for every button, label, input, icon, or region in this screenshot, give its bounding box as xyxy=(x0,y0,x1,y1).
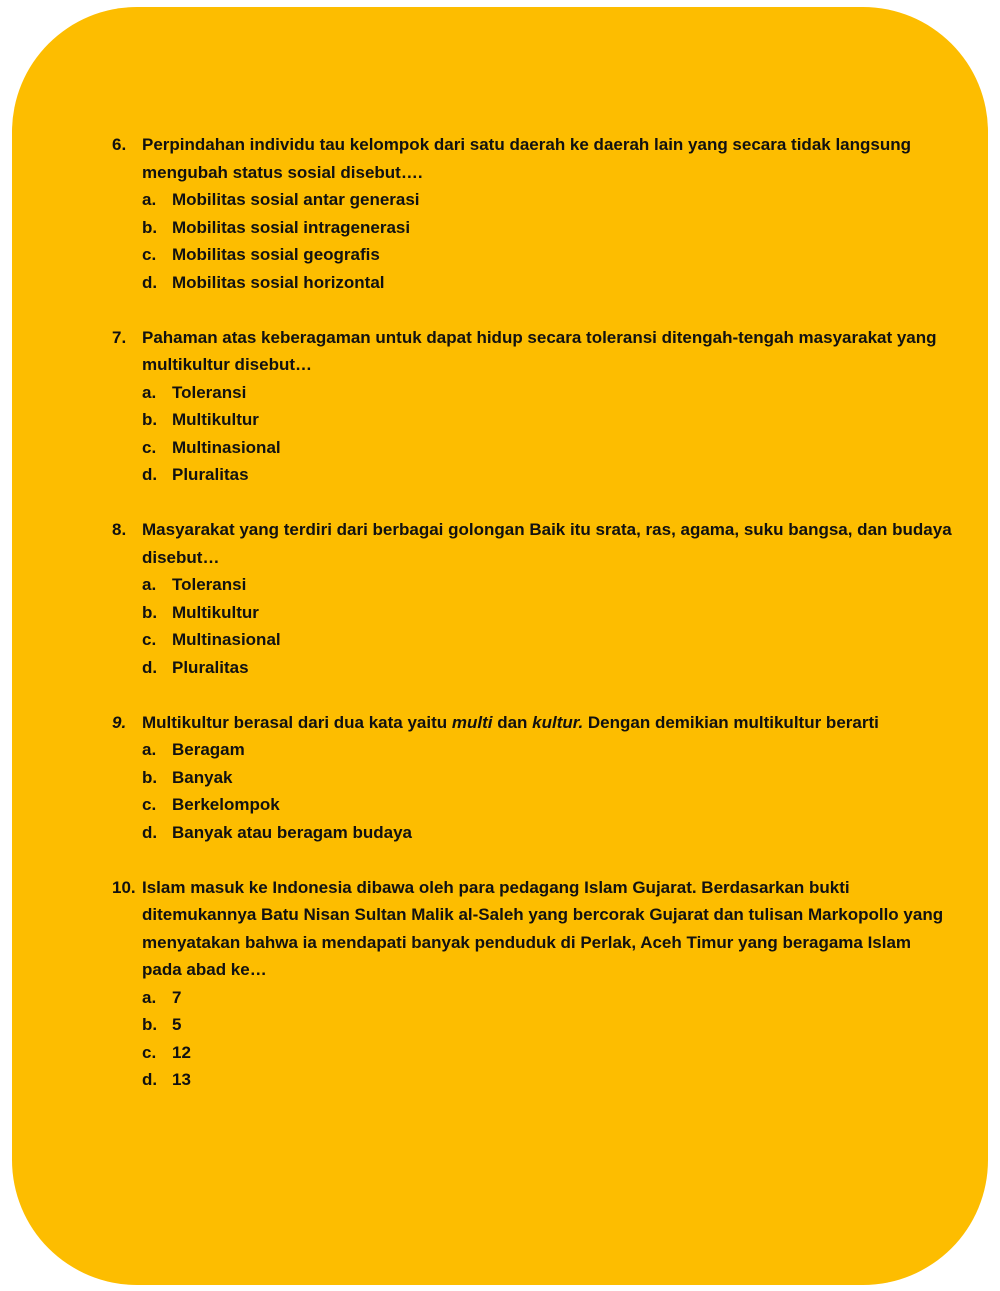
option-letter: d. xyxy=(142,657,158,677)
option-c[interactable] xyxy=(112,434,952,462)
question-number: 8. xyxy=(112,520,127,539)
question-text-italic: kultur. xyxy=(532,712,584,732)
question-text-part: Multikultur berasal dari dua kata yaitu xyxy=(142,712,452,732)
option-text: Multinasional xyxy=(172,630,281,649)
option-letter: c. xyxy=(142,630,157,649)
option-letter: a. xyxy=(142,575,157,594)
option-a[interactable] xyxy=(112,984,952,1012)
option-letter: d. xyxy=(142,822,158,842)
option-letter: b. xyxy=(142,767,158,787)
option-text: Berkelompok xyxy=(172,795,280,814)
option-text: Banyak atau beragam budaya xyxy=(172,822,412,842)
question-8 xyxy=(112,516,952,681)
option-letter: c. xyxy=(142,437,157,457)
option-d[interactable] xyxy=(112,1066,952,1094)
option-letter: a. xyxy=(142,987,157,1007)
question-number: 10. xyxy=(112,877,136,897)
option-text: 7 xyxy=(172,987,182,1007)
option-d[interactable] xyxy=(112,819,952,847)
option-letter: b. xyxy=(142,217,158,237)
option-b[interactable] xyxy=(112,406,952,434)
option-letter: c. xyxy=(142,1042,157,1062)
option-text: Multinasional xyxy=(172,437,281,457)
option-letter: b. xyxy=(142,602,158,622)
option-letter: a. xyxy=(142,190,157,209)
question-9 xyxy=(112,709,952,847)
option-c[interactable] xyxy=(112,626,952,654)
option-b[interactable] xyxy=(112,214,952,242)
option-a[interactable] xyxy=(112,736,952,764)
option-text: Toleransi xyxy=(172,382,247,402)
option-text: Pluralitas xyxy=(172,465,249,484)
option-letter: a. xyxy=(142,382,157,402)
question-text: Perpindahan individu tau kelompok dari satu daerah ke daerah lain yang secara tidak langsung mengubah status sosial disebut…. xyxy=(142,135,912,182)
option-letter: d. xyxy=(142,272,158,292)
option-text: Multikultur xyxy=(172,602,259,622)
option-text: Mobilitas sosial horizontal xyxy=(172,272,385,292)
question-text: Pahaman atas keberagaman untuk dapat hidup secara toleransi ditengah-tengah masyarakat yang multikultur disebut… xyxy=(142,327,937,374)
option-d[interactable] xyxy=(112,269,952,297)
option-letter: b. xyxy=(142,1015,158,1034)
option-text: Banyak xyxy=(172,767,233,787)
question-number: 7. xyxy=(112,327,127,347)
option-text: Mobilitas sosial geografis xyxy=(172,245,380,264)
option-a[interactable] xyxy=(112,379,952,407)
option-letter: a. xyxy=(142,740,157,759)
option-text: Mobilitas sosial antar generasi xyxy=(172,190,420,209)
option-text: Beragam xyxy=(172,740,245,759)
option-letter: d. xyxy=(142,465,158,484)
option-text: Multikultur xyxy=(172,410,259,429)
question-text: Masyarakat yang terdiri dari berbagai golongan Baik itu srata, ras, agama, suku bangsa, dan budaya disebut… xyxy=(142,520,952,567)
option-d[interactable] xyxy=(112,654,952,682)
worksheet-card xyxy=(12,7,988,1285)
option-c[interactable] xyxy=(112,1039,952,1067)
option-c[interactable] xyxy=(112,791,952,819)
option-b[interactable] xyxy=(112,599,952,627)
question-number: 6. xyxy=(112,135,127,154)
question-text: Islam masuk ke Indonesia dibawa oleh para pedagang Islam Gujarat. Berdasarkan bukti ditemukannya Batu Nisan Sultan Malik al-Saleh yang bercorak Gujarat dan tulisan Markopollo yang menyatakan bahwa ia mendapati banyak penduduk di Perlak, Aceh Timur yang beragama Islam pada abad ke… xyxy=(142,877,944,979)
option-letter: d. xyxy=(142,1070,158,1089)
option-letter: c. xyxy=(142,245,157,264)
question-text-part: dan xyxy=(492,712,533,732)
option-text: 13 xyxy=(172,1070,191,1089)
question-10 xyxy=(112,874,952,1094)
question-7 xyxy=(112,324,952,489)
question-text-part: Dengan demikian multikultur berarti xyxy=(583,712,879,732)
option-b[interactable] xyxy=(112,1011,952,1039)
option-c[interactable] xyxy=(112,241,952,269)
option-text: Toleransi xyxy=(172,575,247,594)
option-text: 5 xyxy=(172,1015,182,1034)
option-letter: c. xyxy=(142,795,157,814)
option-b[interactable] xyxy=(112,764,952,792)
question-list xyxy=(112,131,952,1121)
option-text: 12 xyxy=(172,1042,191,1062)
option-a[interactable] xyxy=(112,571,952,599)
question-6 xyxy=(112,131,952,296)
option-d[interactable] xyxy=(112,461,952,489)
question-text xyxy=(142,709,952,737)
option-text: Mobilitas sosial intragenerasi xyxy=(172,217,411,237)
question-number: 9. xyxy=(112,712,127,732)
option-letter: b. xyxy=(142,410,158,429)
option-text: Pluralitas xyxy=(172,657,249,677)
question-text-italic: multi xyxy=(451,712,493,732)
option-a[interactable] xyxy=(112,186,952,214)
